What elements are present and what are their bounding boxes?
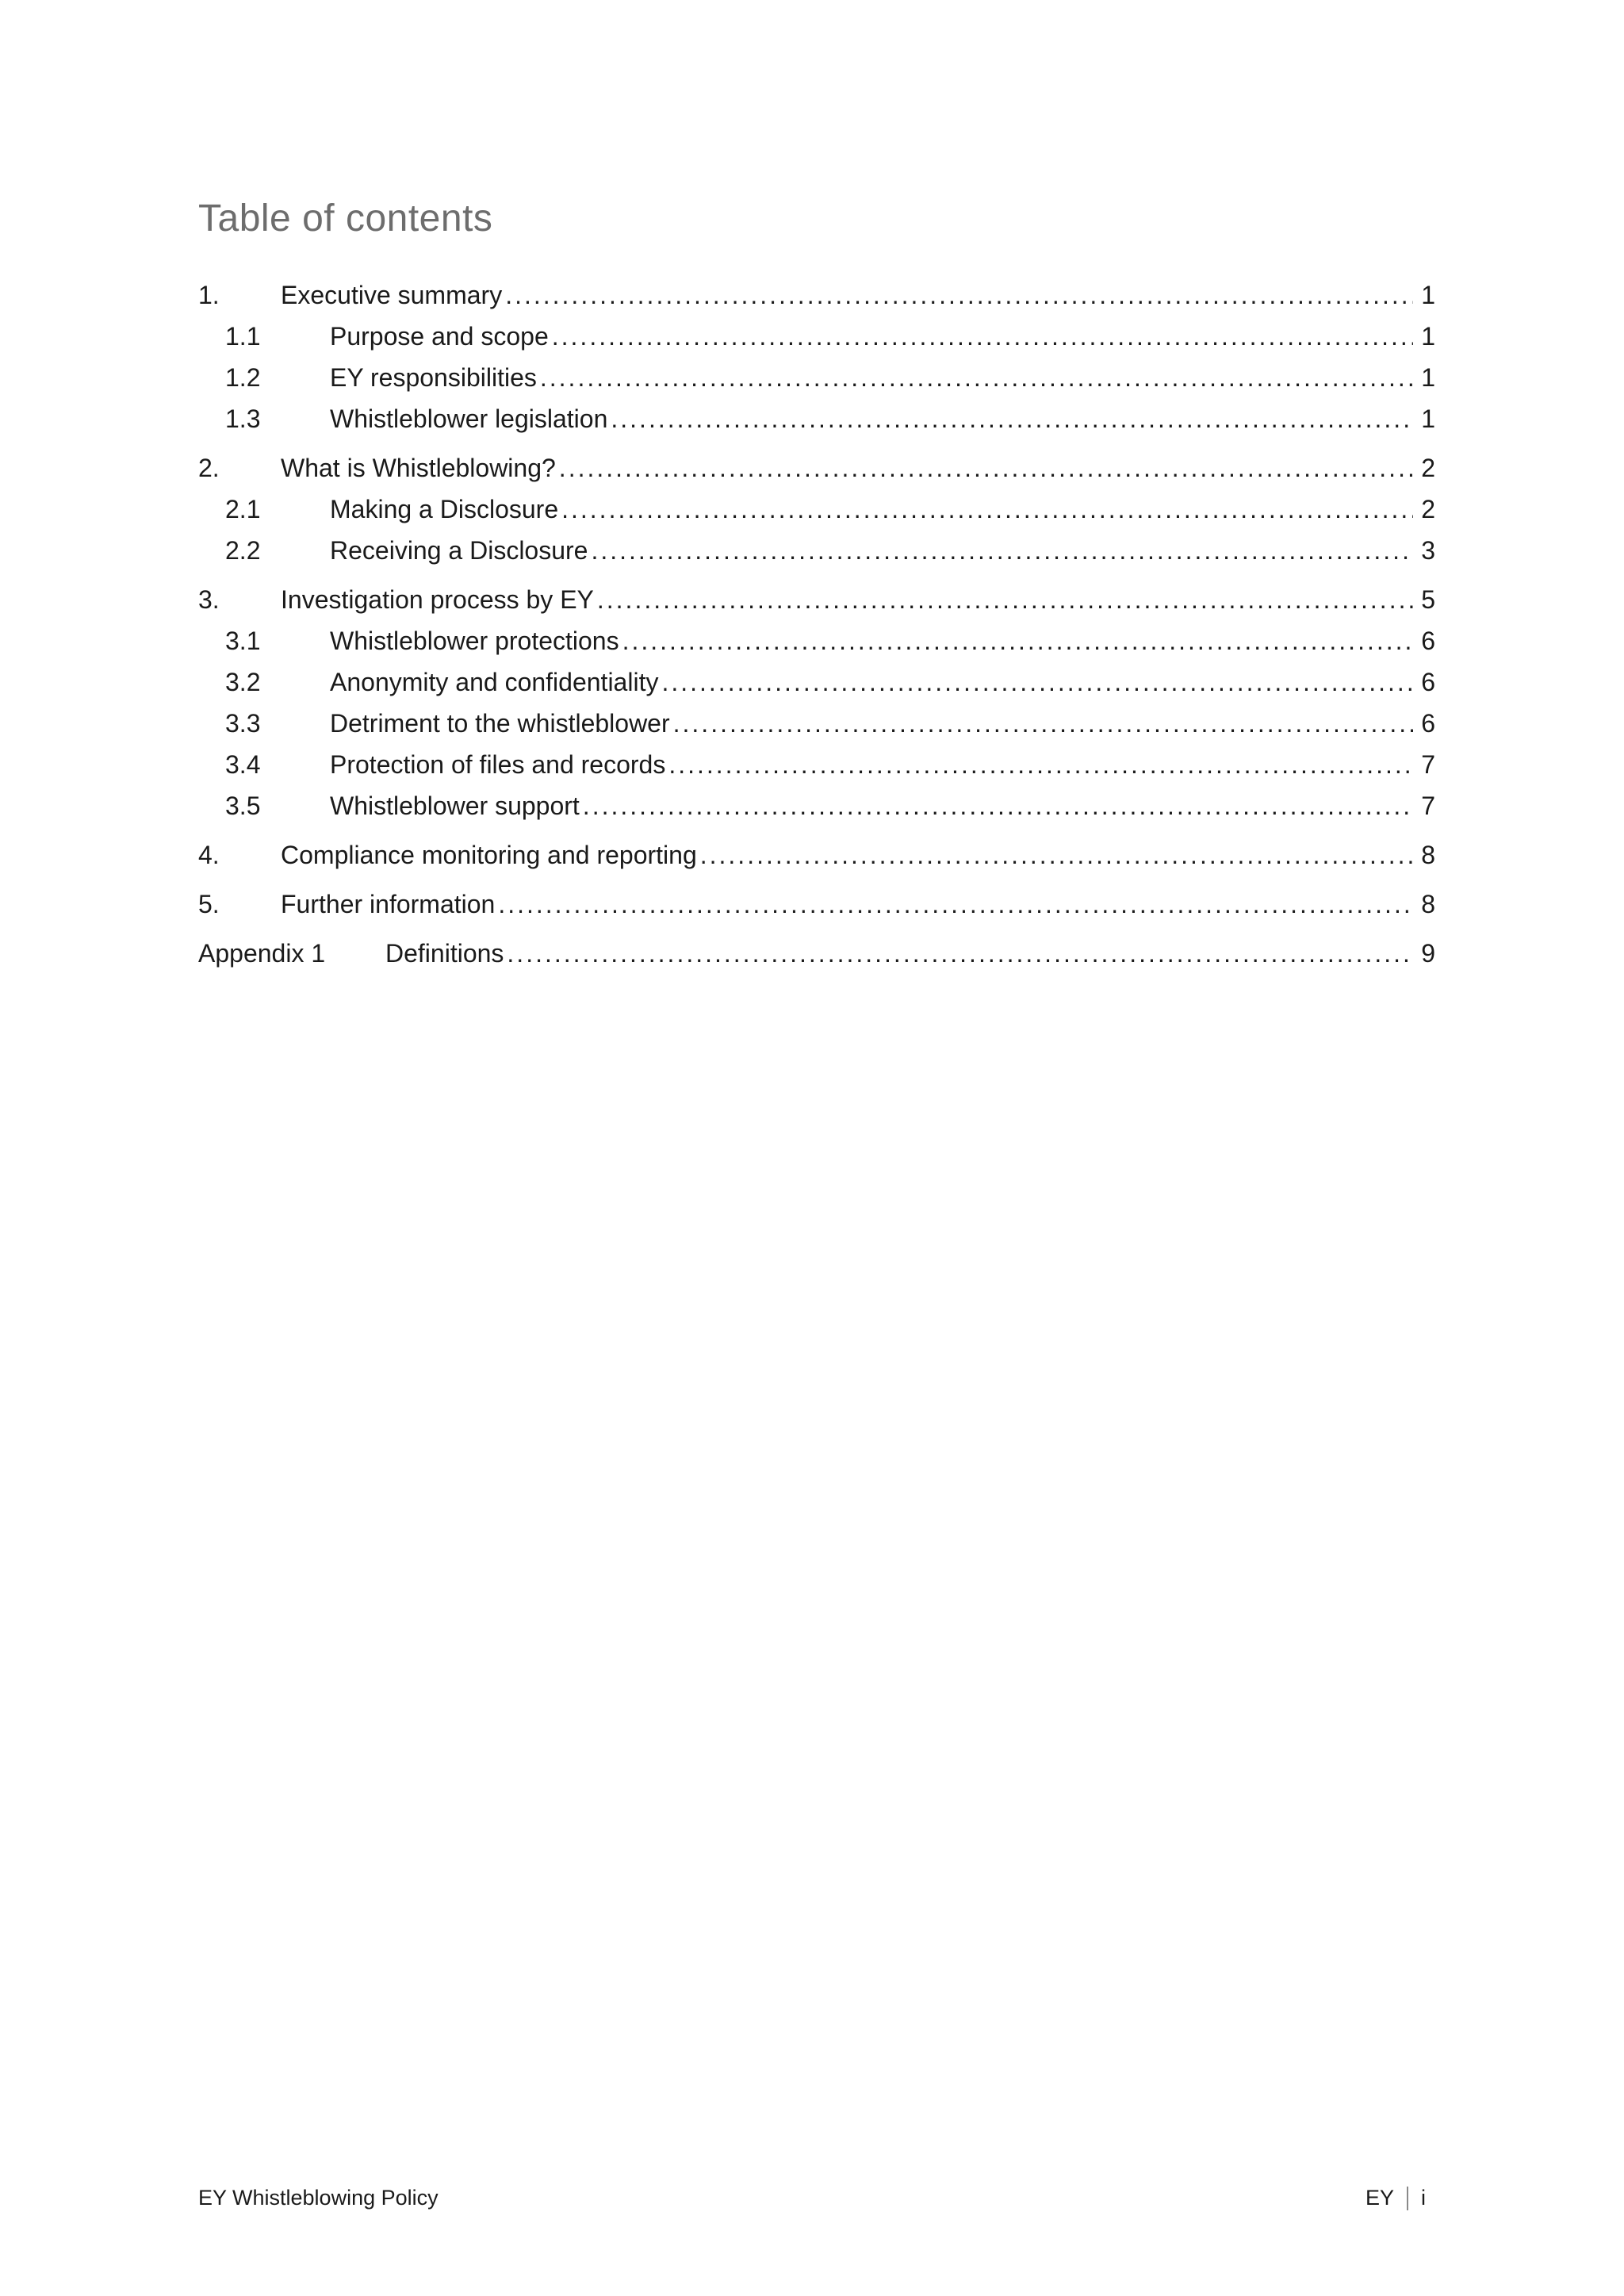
toc-dot-leader	[561, 489, 1413, 530]
toc-entry-label: Protection of files and records	[330, 744, 668, 785]
toc-dot-leader	[597, 579, 1413, 620]
toc-entry-page: 1	[1421, 404, 1435, 433]
toc-entry-page: 2	[1421, 495, 1435, 523]
toc-dot-leader	[700, 834, 1413, 876]
toc-dot-leader	[611, 398, 1413, 439]
toc-entry-page: 9	[1421, 939, 1435, 968]
footer-brand: EY	[1365, 2186, 1394, 2210]
toc-entry-page: 1	[1421, 363, 1435, 392]
toc-entry-number: 3.3	[225, 709, 261, 738]
toc-dot-leader	[559, 447, 1413, 489]
toc-entry-page: 6	[1421, 709, 1435, 738]
toc-entry[interactable]	[198, 489, 1435, 530]
toc-entry-page: 5	[1421, 585, 1435, 614]
footer-separator	[1407, 2187, 1408, 2210]
toc-dot-leader	[661, 661, 1413, 703]
toc-entry-number: 3.5	[225, 792, 261, 820]
toc-entry-page: 7	[1421, 750, 1435, 779]
toc-dot-leader	[583, 785, 1413, 826]
toc-dot-leader	[507, 933, 1413, 974]
toc-entry[interactable]	[198, 661, 1435, 703]
toc-entry-label: Making a Disclosure	[330, 489, 561, 530]
toc-entry[interactable]	[198, 579, 1435, 620]
toc-entry-page: 1	[1421, 322, 1435, 351]
toc-entry[interactable]	[198, 398, 1435, 439]
toc-entry-label: Whistleblower legislation	[330, 398, 611, 439]
toc-entry-label: Whistleblower support	[330, 785, 583, 826]
toc-entry[interactable]	[198, 316, 1435, 357]
toc-entry-label: Further information	[281, 884, 498, 925]
toc-entry-number: 3.4	[225, 750, 261, 779]
toc-entry-number: 1.3	[225, 404, 261, 433]
toc-entry-number: 2.1	[225, 495, 261, 523]
toc-dot-leader	[540, 357, 1413, 398]
toc-entry-number: 5.	[198, 890, 220, 918]
toc-entry-number: 3.1	[225, 627, 261, 655]
toc-entry[interactable]	[198, 447, 1435, 489]
toc-entry-page: 8	[1421, 890, 1435, 918]
toc-entry-page: 6	[1421, 668, 1435, 696]
toc-entry[interactable]	[198, 620, 1435, 661]
footer-document-title: EY Whistleblowing Policy	[198, 2186, 439, 2210]
toc-title: Table of contents	[198, 197, 493, 240]
toc-entry-page: 3	[1421, 536, 1435, 565]
toc-entry-label: EY responsibilities	[330, 357, 540, 398]
toc-entry-label: Executive summary	[281, 274, 505, 316]
toc-dot-leader	[673, 703, 1413, 744]
footer-page-number: i	[1421, 2186, 1426, 2210]
toc-entry-number: 1.1	[225, 322, 261, 351]
toc-entry-label: Anonymity and confidentiality	[330, 661, 661, 703]
toc-entry-label: Definitions	[385, 933, 507, 974]
toc-entry-number: 1.	[198, 281, 220, 309]
toc-dot-leader	[505, 274, 1413, 316]
toc-entry-number: Appendix 1	[198, 939, 326, 968]
toc-dot-leader	[552, 316, 1413, 357]
toc-entry-number: 1.2	[225, 363, 261, 392]
toc-entry-page: 8	[1421, 841, 1435, 869]
toc-entry-label: What is Whistleblowing?	[281, 447, 559, 489]
toc-entry[interactable]	[198, 357, 1435, 398]
toc-entry[interactable]	[198, 703, 1435, 744]
toc-entry-number: 2.2	[225, 536, 261, 565]
toc-entry-label: Purpose and scope	[330, 316, 552, 357]
toc-entry-number: 3.2	[225, 668, 261, 696]
toc-dot-leader	[668, 744, 1413, 785]
toc-entry-number: 4.	[198, 841, 220, 869]
toc-entry-number: 3.	[198, 585, 220, 614]
toc-entry[interactable]	[198, 530, 1435, 571]
table-of-contents	[198, 274, 1435, 974]
toc-entry[interactable]	[198, 785, 1435, 826]
toc-entry-page: 6	[1421, 627, 1435, 655]
toc-entry[interactable]	[198, 933, 1435, 974]
toc-entry-label: Compliance monitoring and reporting	[281, 834, 700, 876]
toc-entry-number: 2.	[198, 454, 220, 482]
toc-entry-label: Receiving a Disclosure	[330, 530, 591, 571]
toc-entry[interactable]	[198, 274, 1435, 316]
toc-dot-leader	[498, 884, 1413, 925]
footer-page-info	[1365, 2186, 1426, 2210]
toc-entry-label: Detriment to the whistleblower	[330, 703, 673, 744]
toc-entry-page: 7	[1421, 792, 1435, 820]
toc-entry[interactable]	[198, 834, 1435, 876]
toc-entry[interactable]	[198, 744, 1435, 785]
toc-entry-page: 1	[1421, 281, 1435, 309]
toc-dot-leader	[591, 530, 1413, 571]
toc-entry-label: Investigation process by EY	[281, 579, 597, 620]
toc-entry-page: 2	[1421, 454, 1435, 482]
toc-entry[interactable]	[198, 884, 1435, 925]
toc-dot-leader	[622, 620, 1413, 661]
toc-entry-label: Whistleblower protections	[330, 620, 622, 661]
